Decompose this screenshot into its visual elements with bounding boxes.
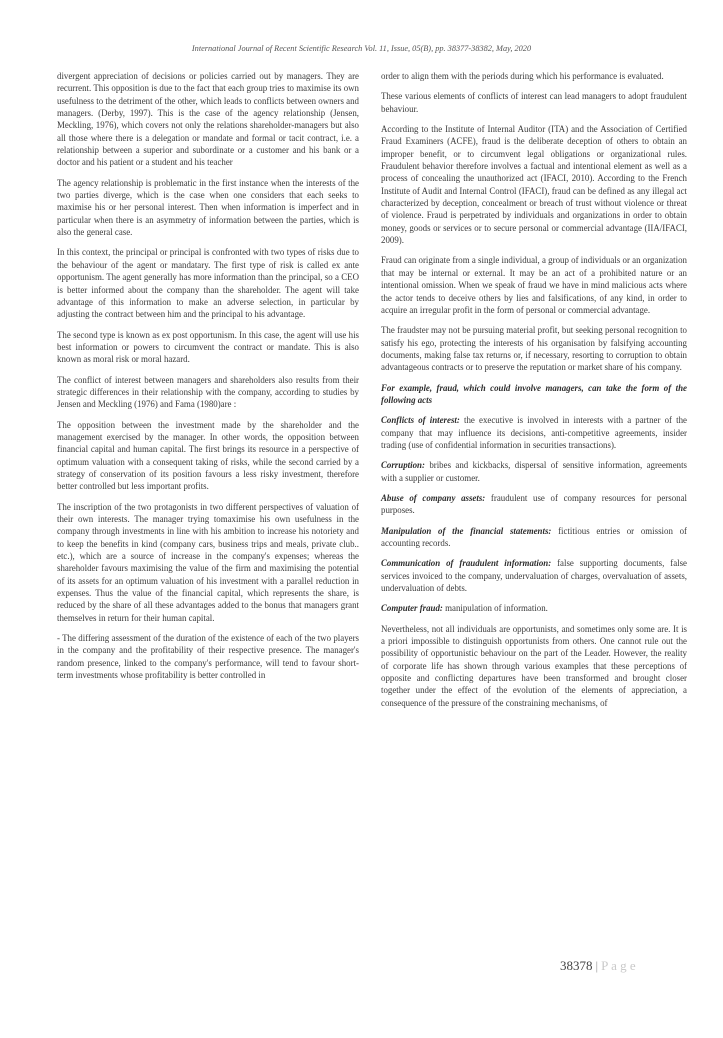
- paragraph: Nevertheless, not all individuals are opportunists, and sometimes only some are. It is a priori impossible to distinguish opportunists from others. One cannot rule out the possibility of opportunistic behaviour on the part of the Leader. However, the reality of corporate life has shown through various examples that these perceptions of opposite and conflicting departures have been transformed and brought closer together under the effect of the evolution of the elements of appreciation, a consequence of the pressure of the constraining mechanisms, of: [381, 623, 687, 708]
- list-item-text: the executive is involved in interests with a partner of the company that may influence its decisions, anti-competitive agreements, insider trading (use of confidential information in securities transactions).: [381, 415, 687, 450]
- list-item: [381, 602, 687, 614]
- list-item-term: Communication of fraudulent information:: [381, 558, 552, 569]
- page-footer: [560, 958, 636, 974]
- paragraph: The opposition between the investment made by the shareholder and the management exercised by the manager. In other words, the opposition between financial capital and human capital. The first brings its resource in a perspective of optimum valuation with a consequent taking of risks, while the second carried by a strategy of conservation of its position favours a less risky investment, therefore better controlled but less important profits.: [57, 419, 359, 492]
- paragraph: Fraud can originate from a single individual, a group of individuals or an organization that may be internal or external. It may be an act of a prohibited nature or an intentional omission. When we speak of fraud we have in mind malicious acts where the actor tends to deceive others by lies and falsifications, of any kind, in order to acquire an irregular profit in the form of personal or commercial advantage.: [381, 255, 687, 315]
- list-item-text: fictitious entries or omission of accounting records.: [381, 525, 688, 548]
- paragraph: order to align them with the periods during which his performance is evaluated.: [381, 71, 664, 81]
- list-item: [381, 492, 687, 517]
- list-item-text: manipulation of information.: [445, 603, 548, 614]
- right-column: [381, 70, 687, 717]
- list-item-term: Manipulation of the financial statements:: [381, 525, 552, 536]
- list-item: [381, 557, 687, 594]
- list-item: [381, 414, 687, 451]
- list-item: [381, 459, 687, 484]
- list-item: [381, 525, 687, 550]
- list-item-term: Conflicts of interest:: [381, 415, 460, 426]
- left-column: [57, 70, 359, 689]
- page-label: P a g e: [601, 958, 636, 973]
- list-item-text: fraudulent use of company resources for personal purposes.: [381, 492, 687, 516]
- list-item-text: bribes and kickbacks, dispersal of sensitive information, agreements with a supplier or customer.: [381, 460, 687, 483]
- paragraph: These various elements of conflicts of interest can lead managers to adopt fraudulent behaviour.: [381, 91, 687, 114]
- page-number: 38378: [560, 958, 593, 973]
- paragraph: The conflict of interest between managers and shareholders also results from their strategic differences in their relationship with the company, according to studies by Jensen and Meckling (1976) and Fama (1980)are :: [57, 374, 359, 410]
- paragraph: - The differing assessment of the duration of the existence of each of the two players in the company and the profitability of their respective presence. The manager's random presence, linked to the company's performance, will tend to favour short-term investments whose profitability is better controlled in: [57, 633, 359, 681]
- footer-separator: |: [595, 958, 599, 973]
- paragraph: The agency relationship is problematic in the first instance when the interests of the two parties diverge, which is the case when one considers that each seeks to maximise his or her personal interest. Then when information is imperfect and in particular when there is an asymmetry of information between the parties, which is also the general case.: [57, 177, 359, 238]
- list-heading: For example, fraud, which could involve managers, can take the form of the following acts: [381, 382, 687, 405]
- list-item-term: Computer fraud:: [381, 603, 443, 614]
- list-item-term: Abuse of company assets:: [381, 492, 486, 503]
- paragraph: According to the Institute of Internal Auditor (ITA) and the Association of Certified Fraud Examiners (ACFE), fraud is the deliberate deception of others to obtain an improper benefit, or to circumvent legal obligations or organizational rules. Fraudulent behavior therefore involves a factual and intentional element as well as a process of concealing the unauthorized act (IFACI, 2010). According to the French Institute of Audit and Internal Control (IFACI), fraud can be defined as any illegal act characterized by deception, concealment or breach of trust without violence or threat of violence. Fraud is perpetrated by individuals and organizations in order to obtain money, goods or services or to secure personal or commercial advantage (IIA/IFACI, 2009).: [381, 124, 687, 246]
- paragraph: The fraudster may not be pursuing material profit, but seeking personal recognition to satisfy his ego, protecting the interests of his organisation by falsifying accounting documents, making false tax returns or, if necessary, resorting to corruption to obtain advantageous contracts or to preserve the reputation or market share of his company.: [381, 325, 687, 373]
- paragraph: The second type is known as ex post opportunism. In this case, the agent will use his best information or powers to circumvent the contract or mandate. This is also known as moral risk or moral hazard.: [57, 329, 359, 365]
- paragraph: divergent appreciation of decisions or policies carried out by managers. They are recurrent. This opposition is due to the fact that each group tries to maximise its own usefulness to the detriment of the other, which leads to conflicts between owners and managers. (Derby, 1997). This is the case of the agency relationship (Jensen, Meckling, 1976), which covers not only the relations shareholder-managers but also all those where there is a delegation or mandate and formal or tacit contract, i.e. a relationship between a superior and subordinate or a customer and his bank or a doctor and his patient or a student and his teacher: [57, 71, 359, 168]
- paragraph: The inscription of the two protagonists in two different perspectives of valuation of their own interests. The manager trying tomaximise his own usefulness in the company through investments in line with his ambition to increase his notoriety and to keep the benefits in kind (company cars, business trips and meals, private club.. etc.), which are a source of increase in the company's expenses; whereas the shareholder favours maximising the value of the firm and maximising the potential of its assets for an optimum valuation of his investment with a parallel reduction in expenses. Thus the value of the financial capital, which represents the share, is reduced by the share of all these advantages added to the bonus that managers grant themselves in return for their human capital.: [57, 501, 359, 623]
- running-header: International Journal of Recent Scientific Research Vol. 11, Issue, 05(B), pp. 38377-38382, May, 2020: [191, 44, 532, 53]
- paragraph: In this context, the principal or principal is confronted with two types of risks due to the behaviour of the agent or mandatary. The first type of risk is called ex ante opportunism. The agent generally has more information than the principal, so a CEO is better informed about the company than the shareholder. The agent will take advantage of this information to make an adverse selection, in particular by adjusting the contract between him and the principal to his advantage.: [57, 247, 359, 320]
- list-item-text: false supporting documents, false services invoiced to the company, undervaluation of charges, overvaluation of assets, undervaluation of debts.: [381, 558, 687, 594]
- list-item-term: Corruption:: [381, 460, 425, 471]
